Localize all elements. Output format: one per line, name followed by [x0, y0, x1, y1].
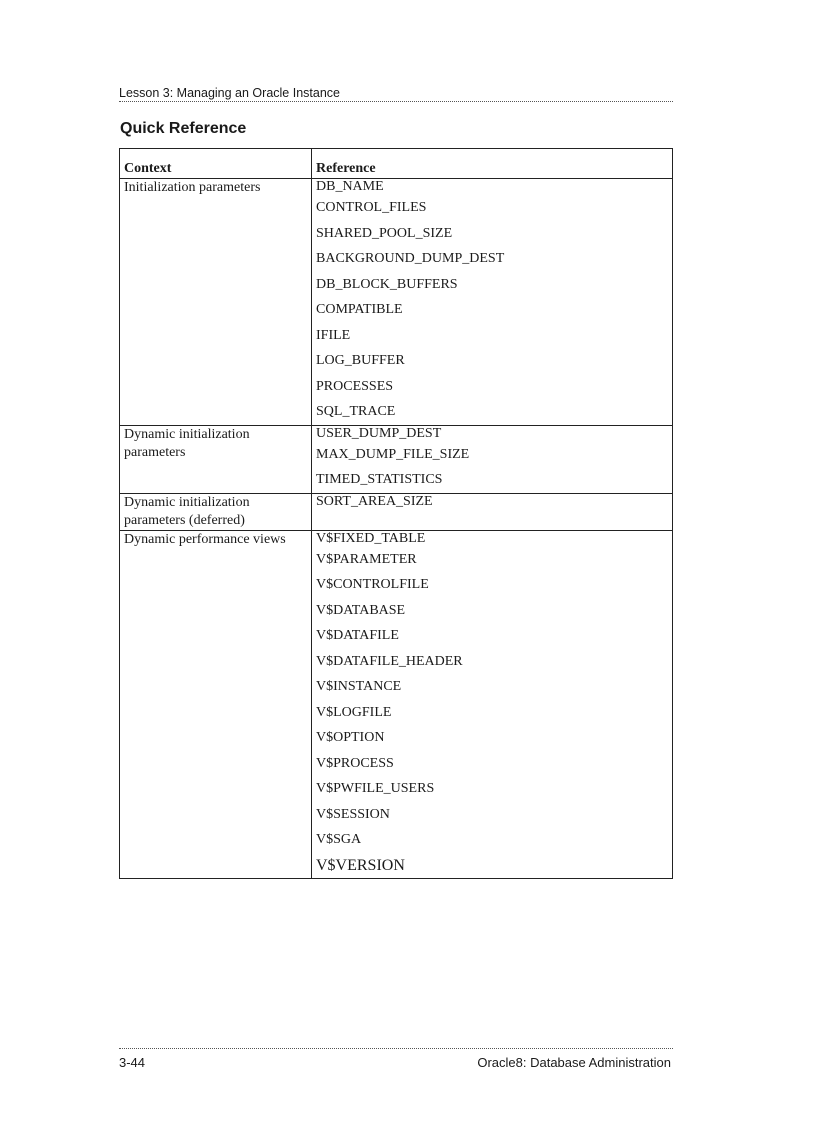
reference-item: V$SGA	[316, 832, 362, 847]
reference-item: V$LOGFILE	[316, 704, 392, 720]
reference-cell	[312, 425, 673, 493]
reference-item: V$OPTION	[316, 730, 385, 745]
table-row	[120, 493, 673, 530]
reference-item: V$DATAFILE_HEADER	[316, 653, 463, 669]
footer-dotted-rule	[119, 1048, 673, 1049]
reference-item: DB_NAME	[316, 179, 384, 194]
reference-item: TIMED_STATISTICS	[316, 472, 443, 487]
reference-item: V$FIXED_TABLE	[316, 530, 426, 546]
table-row	[120, 425, 673, 493]
reference-item: PROCESSES	[316, 378, 394, 394]
quick-reference-table	[119, 148, 673, 879]
reference-item: LOG_BUFFER	[316, 353, 405, 368]
section-title: Quick Reference	[120, 120, 247, 137]
context-cell: Dynamic performance views	[120, 530, 312, 879]
context-cell: Dynamic initialization parameters (deferred)	[120, 493, 312, 530]
context-cell: Initialization parameters	[120, 179, 312, 426]
table-body	[120, 179, 673, 879]
reference-item: V$PROCESS	[316, 755, 394, 771]
reference-item: V$CONTROLFILE	[316, 577, 429, 592]
column-header-reference: Reference	[312, 149, 673, 179]
reference-item: V$SESSION	[316, 806, 390, 822]
reference-item: V$DATABASE	[316, 602, 406, 618]
page-number: 3-44	[119, 1055, 146, 1070]
table-header-row	[120, 149, 673, 179]
reference-item: SHARED_POOL_SIZE	[316, 225, 453, 241]
reference-item: MAX_DUMP_FILE_SIZE	[316, 446, 470, 462]
reference-item: BACKGROUND_DUMP_DEST	[316, 251, 505, 266]
reference-item: COMPATIBLE	[316, 302, 403, 317]
reference-item: V$DATAFILE	[316, 628, 399, 643]
reference-item: SORT_AREA_SIZE	[316, 493, 433, 509]
reference-item: USER_DUMP_DEST	[316, 425, 442, 441]
reference-item: V$VERSION	[316, 856, 405, 874]
column-header-context: Context	[120, 149, 312, 179]
reference-item: DB_BLOCK_BUFFERS	[316, 276, 458, 292]
table-row	[120, 530, 673, 879]
reference-cell	[312, 493, 673, 530]
reference-item: CONTROL_FILES	[316, 200, 427, 215]
reference-item: IFILE	[316, 327, 351, 343]
table-row	[120, 179, 673, 426]
running-head: Lesson 3: Managing an Oracle Instance	[119, 86, 340, 100]
context-cell: Dynamic initialization parameters	[120, 425, 312, 493]
reference-item: V$INSTANCE	[316, 679, 402, 694]
reference-cell	[312, 179, 673, 426]
header-dotted-rule	[119, 101, 673, 102]
reference-item: SQL_TRACE	[316, 404, 396, 419]
reference-cell	[312, 530, 673, 879]
reference-item: V$PWFILE_USERS	[316, 781, 435, 796]
reference-item: V$PARAMETER	[316, 551, 417, 567]
book-title: Oracle8: Database Administration	[477, 1055, 671, 1070]
